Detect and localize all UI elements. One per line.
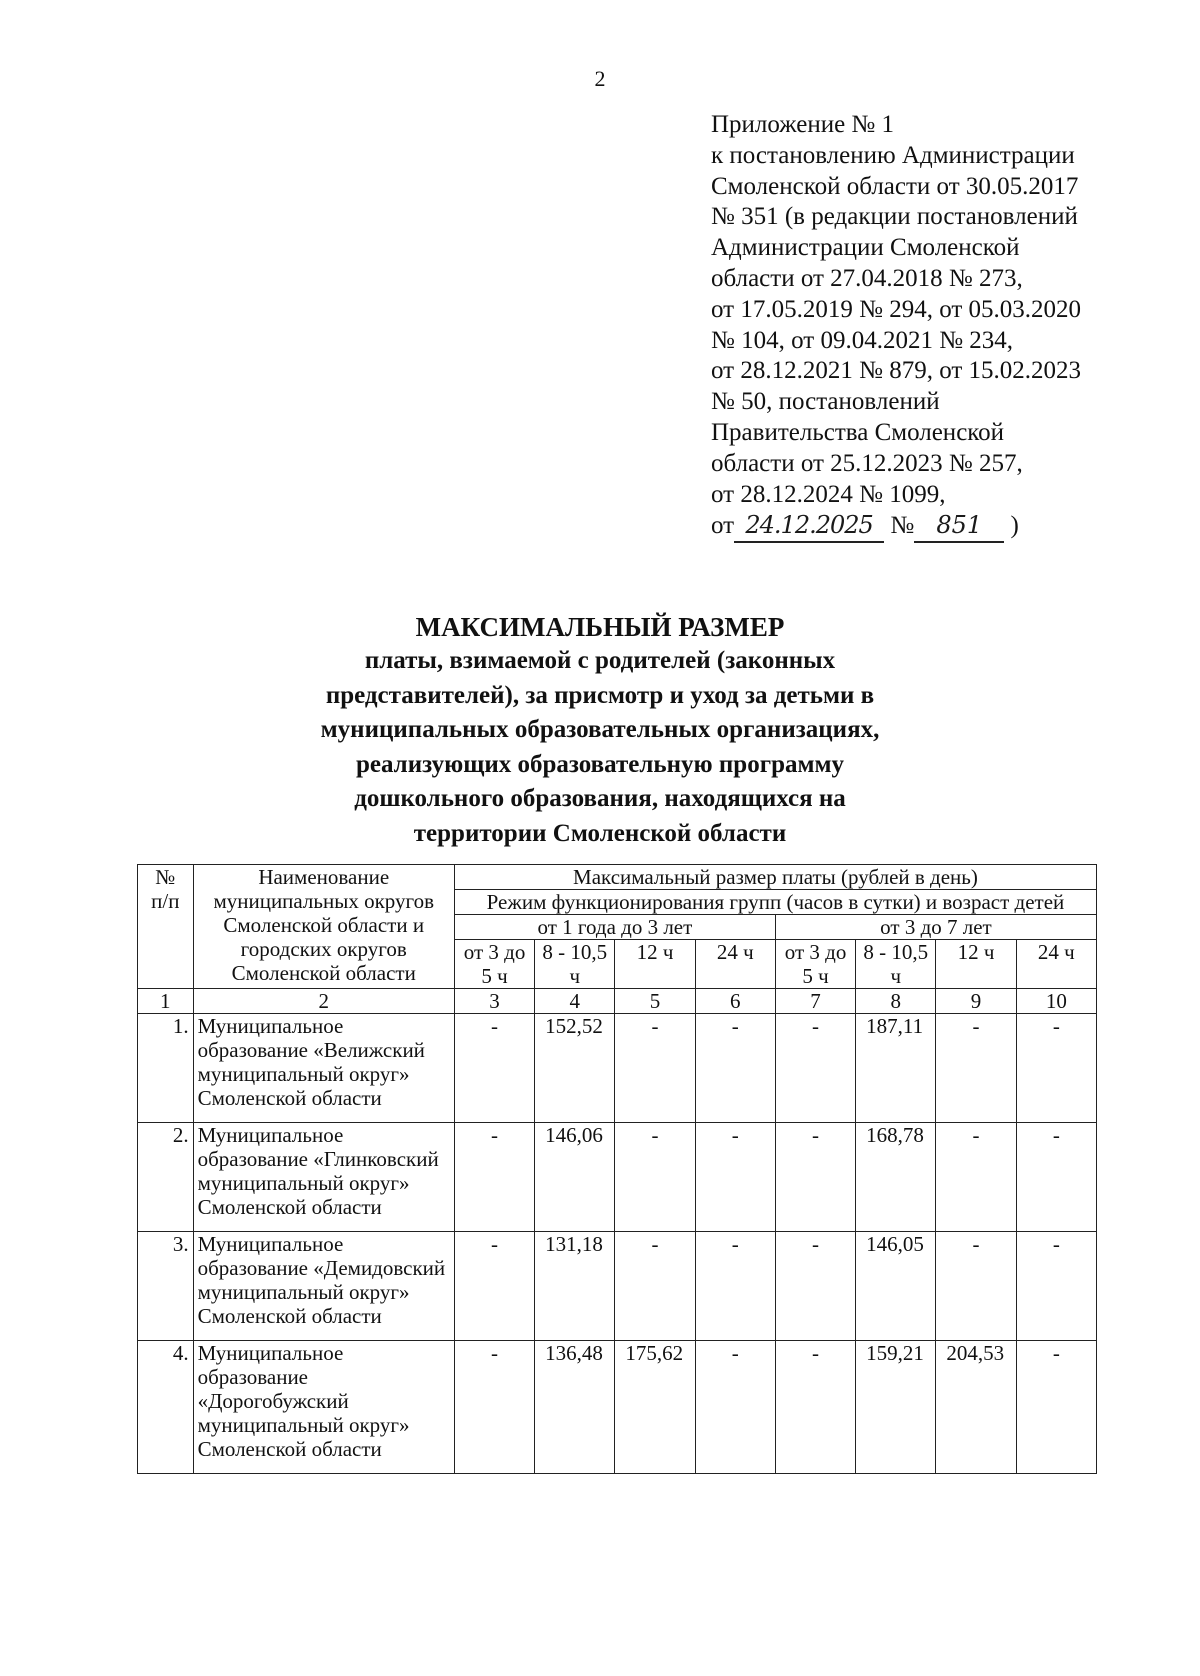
column-index-cell: 8 — [856, 989, 936, 1014]
fee-value-cell: - — [775, 1341, 855, 1474]
title-line: дошкольного образования, находящихся на — [354, 785, 846, 812]
fee-value-cell: - — [695, 1123, 775, 1232]
fee-value-cell: 175,62 — [615, 1341, 695, 1474]
title-main: МАКСИМАЛЬНЫЙ РАЗМЕР — [415, 612, 785, 642]
column-index-cell: 4 — [535, 989, 615, 1014]
appendix-line: к постановлению Администрации — [711, 141, 1075, 169]
fee-value-cell: - — [936, 1014, 1016, 1123]
column-index-cell: 7 — [775, 989, 855, 1014]
row-municipality-name: Муниципальное образование «Дорогобужский муниципальный округ» Смоленской области — [193, 1341, 454, 1474]
handwritten-number: 851 — [914, 510, 1004, 543]
signature-line — [711, 510, 1171, 541]
title-line: реализующих образовательную программу — [355, 750, 845, 778]
header-mode-cell: 8 - 10,5 ч — [856, 940, 936, 989]
appendix-line: № 104, от 09.04.2021 № 234, — [711, 326, 1014, 354]
title-line: платы, взимаемой с родителей (законных — [364, 647, 836, 674]
handwritten-date: 24.12.2025 — [734, 510, 884, 543]
fee-value-cell: - — [775, 1123, 855, 1232]
header-mode-cell: 24 ч — [695, 940, 775, 989]
header-age-1-3: от 1 года до 3 лет — [454, 915, 775, 940]
page-number: 2 — [594, 66, 606, 91]
table-row — [138, 1123, 1097, 1232]
header-name: Наименование муниципальных округов Смоленской области и городских округов Смоленской области — [193, 865, 454, 989]
header-mode-cell: 24 ч — [1016, 940, 1096, 989]
title-subtitle — [0, 644, 1200, 851]
number-sign: № — [890, 512, 915, 540]
fee-value-cell: 159,21 — [856, 1341, 936, 1474]
fee-value-cell: 204,53 — [936, 1341, 1016, 1474]
appendix-lines — [711, 110, 1171, 510]
fee-value-cell: - — [695, 1014, 775, 1123]
fee-table — [137, 864, 1097, 1474]
appendix-line: области от 25.12.2023 № 257, — [711, 449, 1023, 477]
appendix-line: Правительства Смоленской — [711, 418, 1005, 446]
fee-value-cell: 152,52 — [535, 1014, 615, 1123]
column-index-cell: 10 — [1016, 989, 1096, 1014]
appendix-line: от 28.12.2024 № 1099, — [711, 480, 946, 508]
row-municipality-name: Муниципальное образование «Демидовский муниципальный округ» Смоленской области — [193, 1232, 454, 1341]
column-index-cell: 3 — [454, 989, 534, 1014]
header-max-fee: Максимальный размер платы (рублей в день) — [454, 865, 1096, 890]
title-line: представителей), за присмотр и уход за детьми в — [325, 681, 875, 709]
column-index-cell: 2 — [193, 989, 454, 1014]
fee-value-cell: - — [615, 1232, 695, 1341]
title-line: территории Смоленской области — [413, 819, 787, 847]
fee-value-cell: - — [695, 1232, 775, 1341]
appendix-line: от 28.12.2021 № 879, от 15.02.2023 — [711, 357, 1082, 385]
column-index-row — [138, 989, 1097, 1014]
fee-value-cell: 146,05 — [856, 1232, 936, 1341]
fee-value-cell: - — [1016, 1341, 1096, 1474]
fee-value-cell: - — [615, 1014, 695, 1123]
fee-value-cell: 187,11 — [856, 1014, 936, 1123]
header-mode-cell: 8 - 10,5 ч — [535, 940, 615, 989]
column-index-cell: 9 — [936, 989, 1016, 1014]
signature-suffix: ) — [1010, 512, 1019, 540]
table-row — [138, 1014, 1097, 1123]
appendix-line: Администрации Смоленской — [711, 234, 1020, 262]
fee-value-cell: 131,18 — [535, 1232, 615, 1341]
header-number-sign: № — [155, 865, 176, 889]
column-index-cell: 6 — [695, 989, 775, 1014]
header-age-3-7: от 3 до 7 лет — [775, 915, 1096, 940]
fee-value-cell: - — [1016, 1123, 1096, 1232]
fee-value-cell: 168,78 — [856, 1123, 936, 1232]
header-mode-cell: 12 ч — [936, 940, 1016, 989]
appendix-line: от 17.05.2019 № 294, от 05.03.2020 — [711, 295, 1082, 323]
row-number: 2. — [138, 1123, 194, 1232]
appendix-line: области от 27.04.2018 № 273, — [711, 264, 1023, 292]
fee-value-cell: - — [615, 1123, 695, 1232]
column-index-cell: 1 — [138, 989, 194, 1014]
fee-value-cell: 146,06 — [535, 1123, 615, 1232]
signature-prefix: от — [711, 512, 735, 540]
row-municipality-name: Муниципальное образование «Глинковский муниципальный округ» Смоленской области — [193, 1123, 454, 1232]
title-line: муниципальных образовательных организациях, — [320, 716, 880, 743]
appendix-line: Смоленской области от 30.05.2017 — [711, 172, 1079, 200]
column-index-cell: 5 — [615, 989, 695, 1014]
fee-value-cell: - — [936, 1232, 1016, 1341]
header-number — [138, 865, 194, 989]
row-number: 3. — [138, 1232, 194, 1341]
fee-value-cell: - — [775, 1232, 855, 1341]
fee-value-cell: - — [936, 1123, 1016, 1232]
row-number: 4. — [138, 1341, 194, 1474]
fee-value-cell: - — [454, 1232, 534, 1341]
fee-value-cell: - — [775, 1014, 855, 1123]
appendix-line: № 50, постановлений — [711, 388, 940, 416]
header-number-abbr: п/п — [151, 889, 180, 913]
table-row — [138, 1341, 1097, 1474]
table-body — [138, 989, 1097, 1474]
fee-value-cell: - — [454, 1123, 534, 1232]
fee-value-cell: 136,48 — [535, 1341, 615, 1474]
header-mode-cell: от 3 до 5 ч — [454, 940, 534, 989]
header-mode-cell: от 3 до 5 ч — [775, 940, 855, 989]
header-mode-cell: 12 ч — [615, 940, 695, 989]
appendix-line: Приложение № 1 — [711, 111, 895, 138]
appendix-line: № 351 (в редакции постановлений — [711, 203, 1078, 231]
fee-value-cell: - — [454, 1341, 534, 1474]
row-municipality-name: Муниципальное образование «Велижский муниципальный округ» Смоленской области — [193, 1014, 454, 1123]
fee-value-cell: - — [454, 1014, 534, 1123]
fee-value-cell: - — [695, 1341, 775, 1474]
appendix-block — [711, 110, 1171, 541]
document-title — [0, 610, 1200, 851]
row-number: 1. — [138, 1014, 194, 1123]
header-mode: Режим функционирования групп (часов в сутки) и возраст детей — [454, 890, 1096, 915]
table-row — [138, 1232, 1097, 1341]
fee-value-cell: - — [1016, 1232, 1096, 1341]
fee-value-cell: - — [1016, 1014, 1096, 1123]
